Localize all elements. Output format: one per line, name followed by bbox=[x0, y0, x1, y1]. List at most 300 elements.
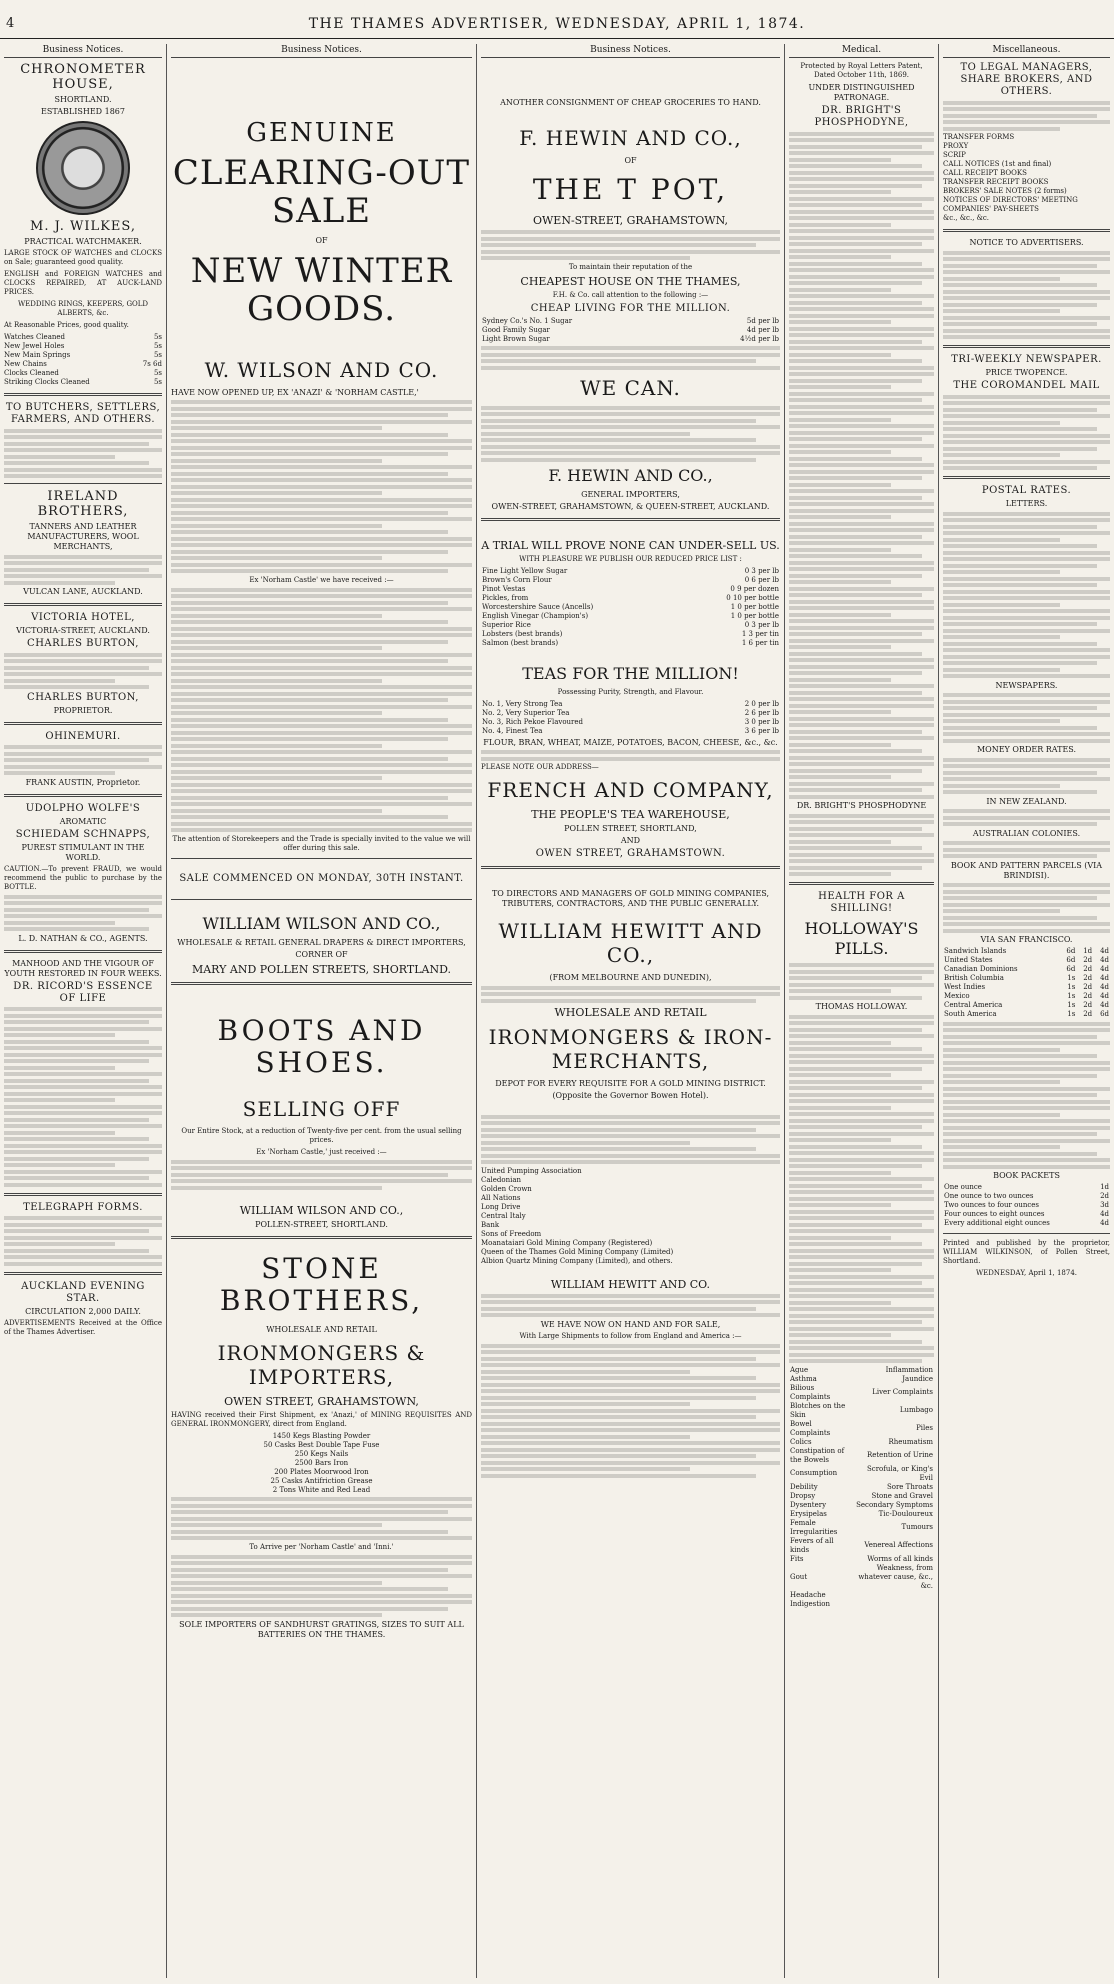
table-row bbox=[481, 326, 780, 335]
price-row-cell: 5s bbox=[153, 351, 162, 359]
ad-heading: TELEGRAPH FORMS. bbox=[23, 1201, 143, 1213]
ad-text-block bbox=[4, 745, 162, 775]
table-row-cell: Salmon (best brands) bbox=[482, 638, 559, 647]
ad-subheading: WHOLESALE AND RETAIL bbox=[266, 1324, 377, 1334]
list-item: CALL RECEIPT BOOKS bbox=[943, 169, 1027, 177]
table-row-cell: Worms of all kinds bbox=[867, 1554, 933, 1563]
ad-body: WEDDING RINGS, KEEPERS, GOLD ALBERTS, &c. bbox=[17, 300, 149, 317]
section-heading: Business Notices. bbox=[4, 46, 162, 58]
ad-text-block bbox=[171, 1160, 472, 1190]
ad-address: AND bbox=[620, 836, 641, 845]
table-row-cell: United States bbox=[944, 956, 993, 964]
table-row bbox=[943, 983, 1110, 992]
ad-heading: VICTORIA HOTEL, bbox=[31, 612, 135, 623]
list-item: PROXY bbox=[943, 142, 969, 150]
table-row-cell: Sandwich Islands bbox=[944, 947, 1007, 955]
table-row bbox=[481, 585, 780, 594]
table-row-cell bbox=[853, 1591, 934, 1600]
table-row-cell: 0 3 per lb bbox=[744, 620, 779, 629]
table-row-cell: No. 2, Very Superior Tea bbox=[482, 708, 570, 717]
table-row-cell: Indigestion bbox=[790, 1599, 830, 1608]
list-item: Albion Quartz Mining Company (Limited), and others. bbox=[481, 1256, 673, 1265]
table-row-cell: 1 6 per tin bbox=[741, 638, 779, 647]
ad-address: OWEN-STREET, GRAHAMSTOWN, bbox=[532, 214, 729, 227]
ad-footer: SOLE IMPORTERS OF SANDHURST GRATINGS, SIZES TO SUIT ALL BATTERIES ON THE THAMES. bbox=[179, 1619, 464, 1639]
divider bbox=[789, 882, 934, 885]
list-item: Sons of Freedom bbox=[481, 1229, 542, 1238]
ad-text-block bbox=[943, 809, 1110, 826]
price-row bbox=[4, 351, 162, 360]
table-row-cell: 0 10 per bottle bbox=[726, 593, 779, 602]
newspaper-title: THE THAMES ADVERTISER, WEDNESDAY, APRIL 1, 1874. bbox=[308, 16, 806, 32]
ad-heading: TO BUTCHERS, SETTLERS, FARMERS, AND OTHERS. bbox=[5, 402, 161, 425]
divider bbox=[943, 229, 1110, 232]
ad-text-block bbox=[4, 555, 162, 585]
ad-subheading: (FROM MELBOURNE AND DUNEDIN), bbox=[549, 973, 712, 982]
divider bbox=[943, 476, 1110, 479]
divider bbox=[4, 393, 162, 396]
table-row bbox=[481, 700, 780, 709]
table-row bbox=[943, 1010, 1110, 1019]
masthead bbox=[0, 12, 1114, 39]
table-row-cell: No. 1, Very Strong Tea bbox=[482, 699, 563, 708]
table-row bbox=[943, 1192, 1110, 1201]
ad-subheading: FLOUR, BRAN, WHEAT, MAIZE, POTATOES, BACON, CHEESE, &c., &c. bbox=[483, 737, 778, 747]
price-row-cell: 7s 6d bbox=[142, 360, 162, 368]
ad-text-block bbox=[943, 1022, 1110, 1169]
table-row-cell: 0 6 per lb bbox=[744, 575, 779, 584]
ad-established: ESTABLISHED 1867 bbox=[41, 107, 125, 116]
ad-heading: F. HEWIN AND CO., bbox=[548, 465, 713, 485]
divider bbox=[4, 603, 162, 606]
table-row-cell: 4d bbox=[1100, 974, 1109, 982]
table-row-cell: Jaundice bbox=[902, 1374, 933, 1383]
ad-heading: TEAS FOR THE MILLION! bbox=[522, 663, 739, 683]
list-item: 2 Tons White and Red Lead bbox=[272, 1485, 371, 1494]
table-row-cell: Weakness, from whatever cause, &c., &c. bbox=[858, 1563, 933, 1590]
ad-heading: TO LEGAL MANAGERS, SHARE BROKERS, AND OTHERS. bbox=[960, 62, 1093, 97]
table-row-cell: Rheumatism bbox=[888, 1437, 933, 1446]
table-row-cell: Bowel Complaints bbox=[790, 1419, 831, 1437]
ad-body: ADVERTISEMENTS Received at the Office of the Thames Advertiser. bbox=[4, 1318, 162, 1336]
table-row bbox=[943, 1183, 1110, 1192]
table-row-cell: 1d bbox=[1100, 1183, 1109, 1191]
table-row-cell: 2d bbox=[1083, 956, 1093, 964]
table-row-cell: 1s bbox=[1067, 983, 1076, 991]
ad-body: Protected by Royal Letters Patent, Dated October 11th, 1869. bbox=[800, 62, 923, 79]
ad-text-block bbox=[943, 512, 1110, 679]
section-heading: Business Notices. bbox=[171, 46, 472, 58]
table-row-cell: Headache bbox=[790, 1590, 826, 1599]
ad-heading: TRI-WEEKLY NEWSPAPER. bbox=[951, 354, 1102, 365]
ad-address: VICTORIA-STREET, AUCKLAND. bbox=[16, 626, 150, 635]
ad-text-block bbox=[481, 750, 780, 761]
table-row-cell: No. 4, Finest Tea bbox=[482, 726, 543, 735]
ad-text-block bbox=[4, 429, 162, 479]
ad-body: Possessing Purity, Strength, and Flavour. bbox=[557, 687, 704, 696]
table-row-cell: Asthma bbox=[790, 1374, 817, 1383]
ad-heading: CHARLES BURTON, bbox=[27, 638, 139, 649]
ad-heading: WILLIAM WILSON AND CO., bbox=[239, 1203, 404, 1217]
table-row-cell: 0 3 per lb bbox=[744, 566, 779, 575]
ad-heading: CLEARING-OUT SALE bbox=[172, 153, 471, 231]
table-row-cell: Worcestershire Sauce (Ancells) bbox=[482, 602, 594, 611]
table-row bbox=[789, 1402, 934, 1420]
list-item: &c., &c., &c. bbox=[943, 214, 990, 222]
ad-text-block bbox=[171, 588, 472, 833]
ad-text-block bbox=[171, 1497, 472, 1540]
table-row-cell: Lobsters (best brands) bbox=[482, 629, 563, 638]
ad-subheading: MONEY ORDER RATES. bbox=[976, 745, 1077, 754]
ad-text-block bbox=[4, 895, 162, 932]
ad-heading: IRELAND BROTHERS, bbox=[37, 489, 129, 519]
table-row bbox=[789, 1447, 934, 1465]
table-row-cell: Canadian Dominions bbox=[944, 965, 1018, 973]
table-row bbox=[789, 1537, 934, 1555]
ad-heading: M. J. WILKES, bbox=[30, 219, 136, 234]
list-item: 200 Plates Moorwood Iron bbox=[274, 1467, 369, 1476]
ad-subheading: CORNER OF bbox=[295, 949, 348, 959]
ad-heading: CHEAP LIVING FOR THE MILLION. bbox=[530, 302, 731, 314]
ad-heading: THE PEOPLE'S TEA WAREHOUSE, bbox=[531, 808, 730, 821]
list-item: Bank bbox=[481, 1220, 500, 1229]
table-row bbox=[789, 1555, 934, 1564]
divider bbox=[481, 518, 780, 521]
ad-text-block bbox=[481, 1344, 780, 1478]
table-row-cell: One ounce to two ounces bbox=[944, 1192, 1034, 1200]
table-row bbox=[943, 1219, 1110, 1228]
table-row-cell: 1s bbox=[1067, 1010, 1076, 1018]
ad-heading: BOOTS AND SHOES. bbox=[217, 1013, 426, 1079]
ad-body: PLEASE NOTE OUR ADDRESS— bbox=[481, 763, 599, 771]
ad-heading: ANOTHER CONSIGNMENT OF CHEAP GROCERIES TO HAND. bbox=[500, 98, 761, 107]
ad-text-block bbox=[481, 1294, 780, 1318]
price-row-cell: 5s bbox=[153, 378, 162, 386]
table-row-cell: 4d bbox=[1100, 956, 1109, 964]
table-row-cell: 1d bbox=[1083, 947, 1093, 955]
table-row bbox=[481, 639, 780, 648]
ad-subheading: OF bbox=[315, 236, 328, 245]
forms-list bbox=[943, 133, 1110, 223]
table-row-cell: Good Family Sugar bbox=[482, 325, 550, 334]
table-row-cell: No. 3, Rich Pekoe Flavoured bbox=[482, 717, 584, 726]
column-4 bbox=[785, 44, 938, 1978]
ad-body: HAVE NOW OPENED UP, EX 'ANAZI' & 'NORHAM CASTLE,' bbox=[171, 388, 419, 397]
ad-subheading: CIRCULATION 2,000 DAILY. bbox=[25, 1306, 141, 1316]
list-item: All Nations bbox=[481, 1193, 521, 1202]
table-row-cell: Liver Complaints bbox=[872, 1388, 933, 1396]
table-row-cell: Scrofula, or King's Evil bbox=[867, 1464, 933, 1482]
table-row-cell: Pinot Vestas bbox=[482, 584, 526, 593]
table-row bbox=[789, 1501, 934, 1510]
table-row-cell: 6d bbox=[1066, 947, 1076, 955]
table-row bbox=[789, 1510, 934, 1519]
table-row-cell: 1 0 per bottle bbox=[730, 611, 779, 620]
table-row-cell: 1 3 per tin bbox=[741, 629, 779, 638]
ad-heading: SELLING OFF bbox=[242, 1096, 401, 1121]
ad-heading: WILLIAM HEWITT AND CO. bbox=[550, 1277, 711, 1291]
divider bbox=[4, 950, 162, 953]
list-item: 50 Casks Best Double Tape Fuse bbox=[263, 1440, 380, 1449]
table-row bbox=[789, 1375, 934, 1384]
table-row-cell: 2d bbox=[1083, 974, 1093, 982]
divider bbox=[4, 483, 162, 484]
list-item: Caledonian bbox=[481, 1175, 522, 1184]
ad-heading: A TRIAL WILL PROVE NONE CAN UNDER-SELL US. bbox=[481, 538, 780, 552]
list-item: Queen of the Thames Gold Mining Company (Limited) bbox=[481, 1247, 674, 1256]
table-row-cell: Ague bbox=[790, 1365, 809, 1374]
table-row bbox=[481, 612, 780, 621]
ad-heading: MANHOOD AND THE VIGOUR OF YOUTH RESTORED IN FOUR WEEKS. bbox=[4, 958, 162, 978]
table-row-cell: 3d bbox=[1100, 1201, 1109, 1209]
table-row-cell: Colics bbox=[790, 1437, 812, 1446]
ad-subheading: BOOK AND PATTERN PARCELS (VIA BRINDISI). bbox=[950, 860, 1103, 880]
ad-heading: NEW WINTER GOODS. bbox=[190, 251, 453, 329]
table-row bbox=[943, 1201, 1110, 1210]
ad-heading: WHOLESALE AND RETAIL bbox=[554, 1005, 707, 1019]
postal-rates-table bbox=[943, 947, 1110, 1019]
table-row-cell: 1s bbox=[1067, 992, 1076, 1000]
price-table bbox=[481, 567, 780, 648]
list-item: COMPANIES' PAY-SHEETS bbox=[943, 205, 1039, 213]
ad-heading: IRONMONGERS & IMPORTERS, bbox=[217, 1340, 426, 1389]
table-row-cell: British Columbia bbox=[944, 974, 1004, 982]
table-row-cell: Brown's Corn Flour bbox=[482, 575, 552, 584]
table-row-cell: Light Brown Sugar bbox=[482, 334, 550, 343]
clock-illustration bbox=[36, 121, 130, 215]
ad-text-block bbox=[943, 841, 1110, 858]
price-row bbox=[4, 369, 162, 378]
list-item: Central Italy bbox=[481, 1211, 526, 1220]
table-row-cell: 2d bbox=[1083, 1001, 1093, 1009]
ad-subheading: NEWSPAPERS. bbox=[995, 680, 1058, 690]
price-list bbox=[4, 333, 162, 387]
ad-heading: POSTAL RATES. bbox=[981, 485, 1072, 496]
table-row-cell: Fits bbox=[790, 1554, 804, 1563]
divider bbox=[4, 1193, 162, 1196]
table-row-cell: West Indies bbox=[944, 983, 986, 991]
ad-text-block bbox=[4, 1007, 162, 1187]
ad-subheading: SHORTLAND. bbox=[54, 95, 112, 104]
table-row bbox=[481, 727, 780, 736]
table-row-cell: 3 6 per lb bbox=[744, 726, 779, 735]
ad-address: OWEN STREET, GRAHAMSTOWN, bbox=[224, 1394, 419, 1408]
table-row-cell: 2d bbox=[1083, 992, 1093, 1000]
table-row-cell: Venereal Affections bbox=[864, 1541, 933, 1549]
table-row bbox=[789, 1492, 934, 1501]
table-row bbox=[943, 1210, 1110, 1219]
ad-address: POLLEN STREET, SHORTLAND, bbox=[564, 824, 697, 833]
ad-body: WITH PLEASURE WE PUBLISH OUR REDUCED PRICE LIST : bbox=[519, 554, 742, 563]
section-heading: Miscellaneous. bbox=[943, 46, 1110, 58]
divider bbox=[4, 794, 162, 797]
table-row bbox=[481, 718, 780, 727]
table-row-cell: 4d bbox=[1100, 1001, 1109, 1009]
ad-subheading: DR. BRIGHT'S PHOSPHODYNE bbox=[796, 801, 927, 810]
price-row-cell: New Jewel Holes bbox=[4, 342, 65, 350]
table-row-cell: Female Irregularities bbox=[790, 1518, 838, 1536]
ad-heading: DR. BRIGHT'S PHOSPHODYNE, bbox=[814, 105, 909, 128]
ad-heading: HOLLOWAY'S PILLS. bbox=[804, 919, 919, 958]
table-row bbox=[789, 1384, 934, 1402]
list-item: 2500 Bars Iron bbox=[294, 1458, 349, 1467]
ad-agents: L. D. NATHAN & CO., AGENTS. bbox=[18, 933, 148, 943]
table-row-cell: Pickles, from bbox=[482, 593, 529, 602]
table-row-cell: Superior Rice bbox=[482, 620, 531, 629]
table-row bbox=[481, 594, 780, 603]
table-row-cell: Sydney Co.'s No. 1 Sugar bbox=[482, 316, 573, 325]
ad-text-block bbox=[171, 1555, 472, 1618]
list-item: TRANSFER RECEIPT BOOKS bbox=[943, 178, 1049, 186]
table-row bbox=[943, 974, 1110, 983]
table-row bbox=[943, 956, 1110, 965]
price-row bbox=[4, 333, 162, 342]
table-row-cell: One ounce bbox=[944, 1183, 982, 1191]
ad-body: To maintain their reputation of the bbox=[568, 262, 693, 271]
table-row-cell: Tumours bbox=[901, 1523, 933, 1531]
list-item: SCRIP bbox=[943, 151, 966, 159]
table-row bbox=[789, 1591, 934, 1600]
table-row-cell: 4d bbox=[1100, 1210, 1109, 1218]
ad-heading: SALE COMMENCED ON MONDAY, 30TH INSTANT. bbox=[179, 872, 464, 884]
ad-text-block bbox=[481, 986, 780, 1003]
divider bbox=[481, 866, 780, 869]
ad-subheading: DEPOT FOR EVERY REQUISITE FOR A GOLD MINING DISTRICT. bbox=[495, 1078, 766, 1088]
price-row-cell: Watches Cleaned bbox=[4, 333, 66, 341]
table-row-cell: Every additional eight ounces bbox=[944, 1219, 1050, 1227]
ad-subheading: UNDER DISTINGUISHED PATRONAGE. bbox=[808, 83, 915, 102]
ad-text-block bbox=[789, 1015, 934, 1364]
table-row-cell: 2d bbox=[1083, 983, 1093, 991]
packets-table bbox=[943, 1183, 1110, 1228]
table-row-cell: Dropsy bbox=[790, 1491, 816, 1500]
ad-subheading: AUSTRALIAN COLONIES. bbox=[972, 828, 1081, 838]
ad-body: F.H. & Co. call attention to the following :— bbox=[552, 290, 709, 299]
table-row-cell: Constipation of the Bowels bbox=[790, 1446, 845, 1464]
list-item: Golden Crown bbox=[481, 1184, 532, 1193]
table-row-cell: Consumption bbox=[790, 1469, 838, 1477]
table-row bbox=[789, 1564, 934, 1591]
ad-text-block bbox=[481, 1115, 780, 1165]
ad-heading: WE CAN. bbox=[580, 375, 681, 400]
table-row-cell: Lumbago bbox=[899, 1406, 933, 1414]
list-item: 1450 Kegs Blasting Powder bbox=[272, 1431, 371, 1440]
ad-heading: HEALTH FOR A SHILLING! bbox=[818, 891, 905, 914]
table-row bbox=[481, 576, 780, 585]
ad-subheading: VIA SAN FRANCISCO. bbox=[980, 935, 1073, 944]
table-row bbox=[481, 621, 780, 630]
table-row-cell: 4d per lb bbox=[746, 325, 779, 334]
price-row-cell: 5s bbox=[153, 342, 162, 350]
ad-heading: IRONMONGERS & IRON-MERCHANTS, bbox=[488, 1024, 773, 1073]
table-row-cell: Mexico bbox=[944, 992, 970, 1000]
ad-subheading: WE HAVE NOW ON HAND AND FOR SALE, bbox=[540, 1319, 721, 1329]
table-row-cell: Secondary Symptoms bbox=[856, 1500, 933, 1509]
table-row-cell: 4½d per lb bbox=[740, 334, 779, 343]
table-row bbox=[789, 1420, 934, 1438]
ad-body: CAUTION.—To prevent FRAUD, we would recommend the public to purchase by the BOTTLE. bbox=[4, 864, 162, 891]
list-item: 25 Casks Antifriction Grease bbox=[270, 1476, 373, 1485]
table-row-cell: Sore Throats bbox=[886, 1482, 933, 1491]
table-row bbox=[481, 335, 780, 344]
ad-heading: SCHIEDAM SCHNAPPS, bbox=[15, 828, 151, 840]
ad-heading: DR. RICORD'S ESSENCE OF LIFE bbox=[13, 980, 153, 1004]
table-row-cell: Central America bbox=[944, 1001, 1003, 1009]
table-row bbox=[789, 1483, 934, 1492]
ad-text-block bbox=[171, 400, 472, 573]
ad-body: To Arrive per 'Norham Castle' and 'Inni.' bbox=[249, 1542, 394, 1551]
imprint-date: WEDNESDAY, April 1, 1874. bbox=[975, 1269, 1078, 1277]
table-row-cell: Fevers of all kinds bbox=[790, 1536, 834, 1554]
ad-body: At Reasonable Prices, good quality. bbox=[4, 321, 129, 329]
section-heading: Business Notices. bbox=[481, 46, 780, 58]
ad-body: LARGE STOCK OF WATCHES and CLOCKS on Sale; guaranteed good quality. bbox=[4, 249, 162, 266]
ad-signature: THOMAS HOLLOWAY. bbox=[815, 1002, 908, 1011]
table-row bbox=[481, 709, 780, 718]
ad-heading: CHARLES BURTON, bbox=[27, 691, 139, 703]
ad-text-block bbox=[943, 883, 1110, 933]
list-item: BROKERS' SALE NOTES (2 forms) bbox=[943, 187, 1067, 195]
ad-body: Ex 'Norham Castle,' just received :— bbox=[256, 1147, 387, 1156]
ad-heading: GENUINE bbox=[246, 118, 397, 148]
divider bbox=[943, 1233, 1110, 1234]
divider bbox=[943, 345, 1110, 348]
ad-text-block bbox=[481, 406, 780, 462]
column-5 bbox=[939, 44, 1114, 1978]
ad-subheading: BOOK PACKETS bbox=[993, 1171, 1060, 1180]
list-item: CALL NOTICES (1st and final) bbox=[943, 160, 1052, 168]
ad-heading: W. WILSON AND CO. bbox=[204, 358, 439, 382]
ad-body: HAVING received their First Shipment, ex 'Anazi,' of MINING REQUISITES AND GENERAL IRONMONGERY, direct from England. bbox=[171, 1410, 472, 1428]
table-row-cell: 2d bbox=[1083, 965, 1093, 973]
divider bbox=[171, 1236, 472, 1239]
table-row bbox=[943, 992, 1110, 1001]
ad-text-block bbox=[4, 1216, 162, 1266]
section-heading: Medical. bbox=[789, 46, 934, 58]
ad-subheading: TANNERS AND LEATHER MANUFACTURERS, WOOL MERCHANTS, bbox=[27, 522, 139, 551]
ad-text-block bbox=[4, 653, 162, 690]
table-row bbox=[943, 947, 1110, 956]
imprint: Printed and published by the proprietor, WILLIAM WILKINSON, of Pollen Street, Shortland. bbox=[943, 1239, 1110, 1265]
ad-heading: UDOLPHO WOLFE'S bbox=[25, 802, 141, 814]
ad-body: With Large Shipments to follow from England and America :— bbox=[519, 1331, 742, 1340]
price-row-cell: 5s bbox=[153, 369, 162, 377]
ad-heading: THE COROMANDEL MAIL bbox=[953, 380, 1100, 391]
table-row-cell: 6d bbox=[1100, 1010, 1109, 1018]
ad-text-block bbox=[789, 132, 934, 799]
price-row bbox=[4, 378, 162, 387]
ad-body: Ex 'Norham Castle' we have received :— bbox=[249, 575, 394, 584]
table-row-cell: 2 0 per lb bbox=[744, 699, 779, 708]
ad-subheading: PRACTICAL WATCHMAKER. bbox=[24, 237, 142, 246]
table-row-cell: 5d per lb bbox=[746, 316, 779, 325]
table-row-cell: 3 0 per lb bbox=[744, 717, 779, 726]
table-row-cell: 4d bbox=[1100, 992, 1109, 1000]
list-item: Long Drive bbox=[481, 1202, 521, 1211]
table-row bbox=[789, 1366, 934, 1375]
price-row bbox=[4, 342, 162, 351]
ad-heading: CHEAPEST HOUSE ON THE THAMES, bbox=[520, 274, 741, 288]
table-row-cell: Piles bbox=[916, 1424, 933, 1432]
column-2 bbox=[167, 44, 476, 1978]
list-item: Moanataiari Gold Mining Company (Registered) bbox=[481, 1238, 653, 1247]
table-row bbox=[943, 1001, 1110, 1010]
table-row-cell: Bilious Complaints bbox=[790, 1383, 831, 1401]
ad-body: ENGLISH and FOREIGN WATCHES and CLOCKS REPAIRED, AT AUCK-LAND PRICES. bbox=[4, 270, 162, 296]
ad-heading: TO DIRECTORS AND MANAGERS OF GOLD MINING COMPANIES, TRIBUTERS, CONTRACTORS, AND THE PUBLIC GENERALLY. bbox=[491, 889, 770, 908]
table-row-cell: 4d bbox=[1100, 983, 1109, 991]
ad-heading: F. HEWIN AND CO., bbox=[519, 126, 742, 150]
